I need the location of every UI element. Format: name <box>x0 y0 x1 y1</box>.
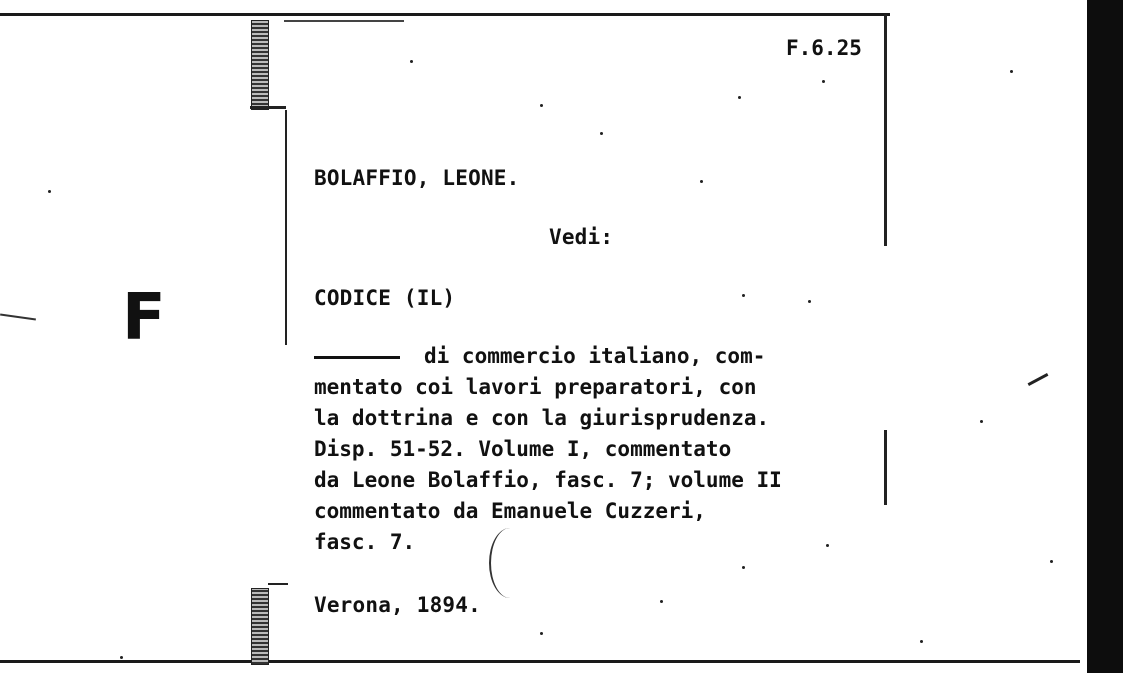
scan-speck <box>920 640 923 643</box>
card-corner-mark <box>268 583 288 585</box>
scan-speck <box>1010 70 1013 73</box>
scan-speck <box>540 632 543 635</box>
top-border-fragment <box>284 20 404 22</box>
card-right-edge <box>884 14 887 246</box>
scan-speck <box>822 80 825 83</box>
shelfmark: F.6.25 <box>786 36 862 60</box>
left-margin-mark <box>0 314 36 321</box>
right-edge-shadow <box>1087 0 1123 673</box>
bottom-border <box>0 660 1080 663</box>
scan-speck <box>48 190 51 193</box>
entry-title: CODICE (IL) <box>314 286 456 310</box>
scan-scratch <box>1028 373 1049 386</box>
entry-description <box>314 341 894 558</box>
scan-speck <box>742 294 745 297</box>
scan-speck <box>826 544 829 547</box>
scan-speck <box>980 420 983 423</box>
card-tab-top <box>251 20 269 110</box>
pencil-arc <box>489 528 531 598</box>
description-line: mentato coi lavori preparatori, con <box>314 375 757 399</box>
scan-speck <box>540 104 543 107</box>
scan-speck <box>1050 560 1053 563</box>
scan-speck <box>660 600 663 603</box>
description-line: di commercio italiano, com- <box>314 341 894 372</box>
author-heading: BOLAFFIO, LEONE. <box>314 166 520 190</box>
description-line: Disp. 51-52. Volume I, commentato <box>314 437 732 461</box>
scan-speck <box>808 300 811 303</box>
repeat-dash <box>314 356 400 359</box>
scan-speck <box>742 566 745 569</box>
card-left-edge <box>285 110 287 345</box>
description-line: da Leone Bolaffio, fasc. 7; volume II <box>314 468 782 492</box>
card-tab-bottom <box>251 588 269 665</box>
scan-speck <box>700 180 703 183</box>
scan-speck <box>600 132 603 135</box>
imprint: Verona, 1894. <box>314 593 481 617</box>
description-line: la dottrina e con la giurisprudenza. <box>314 406 770 430</box>
see-reference: Vedi: <box>549 225 614 249</box>
scan-speck <box>120 656 123 659</box>
drawer-letter: F <box>122 281 166 355</box>
card-tab-cap <box>250 106 286 109</box>
scan-speck <box>410 60 413 63</box>
top-border <box>0 13 890 16</box>
scan-speck <box>738 96 741 99</box>
description-line: commentato da Emanuele Cuzzeri, <box>314 499 706 523</box>
description-line: fasc. 7. <box>314 530 416 554</box>
